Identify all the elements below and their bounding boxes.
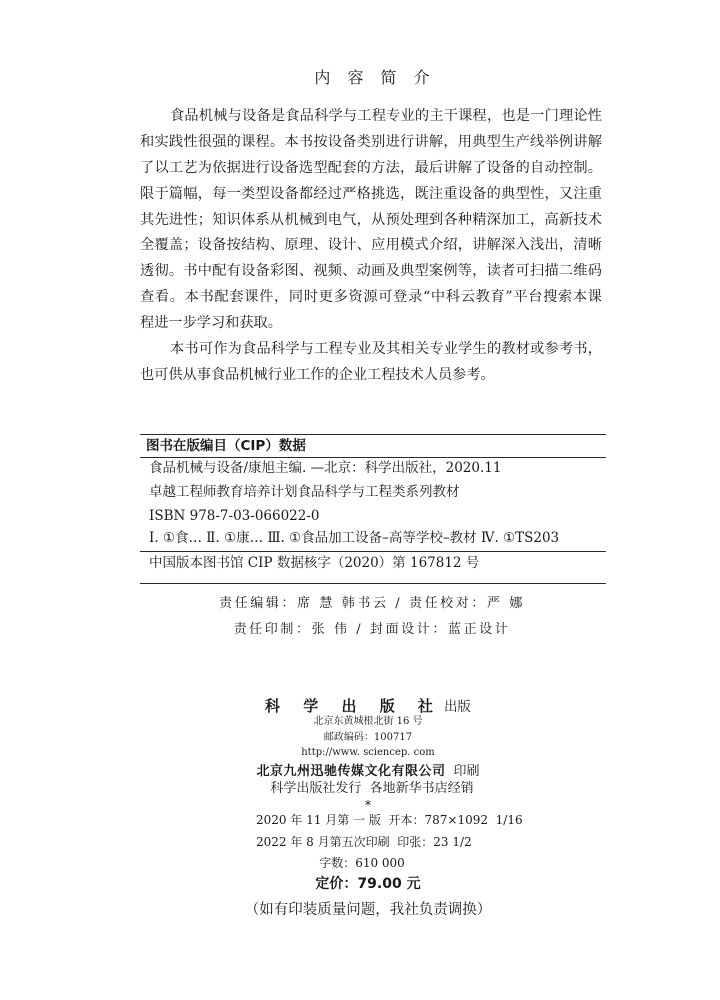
cip-entry-series: 卓越工程师教育培养计划食品科学与工程类系列教材 <box>149 484 460 500</box>
intro-line: 和实践性很强的课程。本书按设备类别进行讲解，用典型生产线举例讲解 <box>140 133 602 150</box>
printer-name: 北京九州迅驰传媒文化有限公司 <box>256 764 446 779</box>
cip-heading-rule <box>140 457 606 458</box>
intro-title: 内 容 简 介 <box>314 68 436 87</box>
publisher-website: http://www. sciencep. com <box>301 747 435 758</box>
edition-line: 2020 年 11 月第 一 版 开本：787×1092 1/16 <box>256 813 523 827</box>
separator-star: * <box>365 798 371 812</box>
word-count: 字数：610 000 <box>319 856 405 870</box>
intro-line: 也可供从事食品机械行业工作的企业工程技术人员参考。 <box>140 366 495 383</box>
cip-entry-isbn: ISBN 978-7-03-066022-0 <box>149 508 320 524</box>
distribution-line: 科学出版社发行 各地新华书店经销 <box>270 781 474 796</box>
publisher-name: 科 学 出 版 社 <box>265 697 442 715</box>
intro-line: 其先进性；知识体系从机械到电气，从预处理到各种精深加工，高新技术 <box>140 211 602 228</box>
quality-notice: （如有印装质量问题，我社负责调换） <box>244 902 492 918</box>
cip-record-rule <box>140 551 606 552</box>
intro-paragraph-2 <box>140 337 602 389</box>
intro-line: 程进一步学习和获取。 <box>140 315 282 332</box>
publisher-postcode: 邮政编码：100717 <box>323 732 413 743</box>
publisher-address: 北京东黄城根北街 16 号 <box>313 716 423 727</box>
cip-record-number: 中国版本图书馆 CIP 数据核字（2020）第 167812 号 <box>149 555 480 571</box>
cip-entry-title: 食品机械与设备/康旭主编. —北京：科学出版社，2020.11 <box>149 460 502 476</box>
publisher-line <box>68 696 668 717</box>
cip-heading: 图书在版编目（CIP）数据 <box>146 438 306 454</box>
publisher-action: 出版 <box>443 699 471 715</box>
intro-line: 限于篇幅，每一类型设备都经过严格挑选，既注重设备的典型性，又注重 <box>140 185 602 202</box>
intro-line: 本书可作为食品科学与工程专业及其相关专业学生的教材或参考书， <box>170 341 602 358</box>
credits-production: 责任印制：张 伟 / 封面设计：蓝正设计 <box>233 622 511 637</box>
intro-line: 全覆盖；设备按结构、原理、设计、应用模式介绍，讲解深入浅出，清晰 <box>140 237 602 254</box>
intro-line: 查看。本书配套课件，同时更多资源可登录“中科云教育”平台搜索本课 <box>140 289 602 306</box>
printer-action: 印刷 <box>453 764 480 779</box>
intro-paragraph-1 <box>140 104 602 337</box>
cip-top-rule <box>140 434 606 435</box>
printing-line: 2022 年 8 月第五次印刷 印张：23 1/2 <box>256 835 472 849</box>
price: 定价：79.00 元 <box>315 876 421 892</box>
cip-entry-classification: Ⅰ. ①食… Ⅱ. ①康… Ⅲ. ①食品加工设备–高等学校–教材 Ⅳ. ①TS203 <box>149 530 560 546</box>
cip-bottom-rule <box>140 583 606 584</box>
credits-editors: 责任编辑：席 慧 韩书云 / 责任校对：严 娜 <box>219 596 525 611</box>
intro-body <box>140 104 602 389</box>
intro-line: 透彻。书中配有设备彩图、视频、动画及典型案例等，读者可扫描二维码 <box>140 263 602 280</box>
intro-line: 了以工艺为依据进行设备选型配套的方法，最后讲解了设备的自动控制。 <box>140 159 602 176</box>
printer-line <box>68 761 668 781</box>
intro-line: 食品机械与设备是食品科学与工程专业的主干课程，也是一门理论性 <box>170 108 602 124</box>
